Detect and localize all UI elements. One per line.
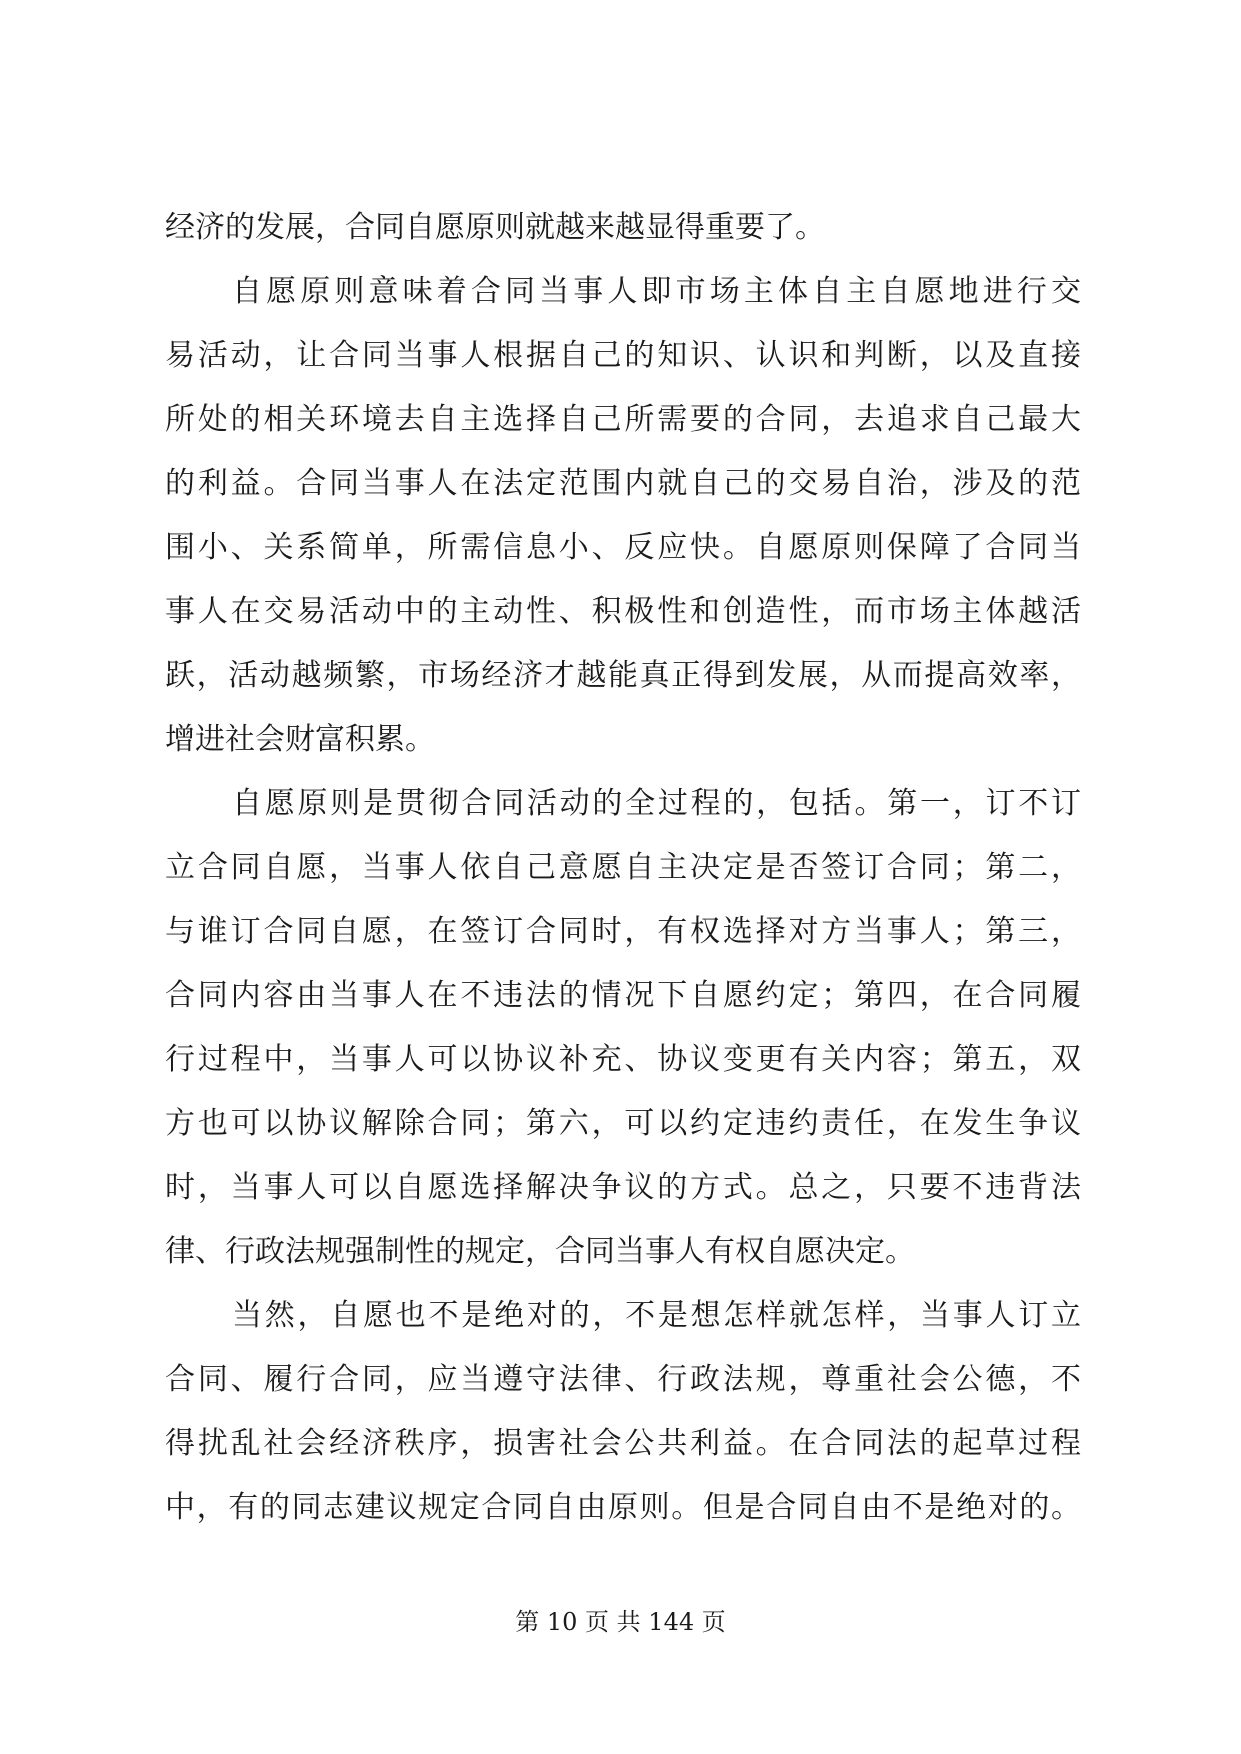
text-line: 事人在交易活动中的主动性、积极性和创造性，而市场主体越活 [165, 594, 1081, 629]
text-line: 经济的发展，合同自愿原则就越来越显得重要了。 [165, 210, 825, 245]
text-line: 增进社会财富积累。 [165, 722, 435, 757]
text-line: 得扰乱社会经济秩序，损害社会公共利益。在合同法的起草过程 [165, 1426, 1081, 1461]
text-line: 与谁订合同自愿，在签订合同时，有权选择对方当事人；第三， [165, 914, 1081, 949]
text-line: 自愿原则是贯彻合同活动的全过程的，包括。第一，订不订 [232, 786, 1081, 821]
text-line: 当然，自愿也不是绝对的，不是想怎样就怎样，当事人订立 [232, 1298, 1081, 1333]
text-line: 的利益。合同当事人在法定范围内就自己的交易自治，涉及的范 [165, 466, 1081, 501]
page-number-footer: 第 10 页 共 144 页 [515, 1608, 726, 1636]
text-line: 方也可以协议解除合同；第六，可以约定违约责任，在发生争议 [165, 1106, 1081, 1141]
body-text [165, 196, 1081, 1540]
text-line: 时，当事人可以自愿选择解决争议的方式。总之，只要不违背法 [165, 1170, 1081, 1205]
text-line: 易活动，让合同当事人根据自己的知识、认识和判断，以及直接 [165, 338, 1081, 373]
text-line: 自愿原则意味着合同当事人即市场主体自主自愿地进行交 [232, 274, 1081, 309]
text-line: 合同内容由当事人在不违法的情况下自愿约定；第四，在合同履 [165, 978, 1081, 1013]
text-line: 律、行政法规强制性的规定，合同当事人有权自愿决定。 [165, 1234, 915, 1269]
text-line: 跃，活动越频繁，市场经济才越能真正得到发展，从而提高效率， [165, 658, 1081, 693]
text-line: 立合同自愿，当事人依自己意愿自主决定是否签订合同；第二， [165, 850, 1081, 885]
text-line: 中，有的同志建议规定合同自由原则。但是合同自由不是绝对的。 [165, 1490, 1081, 1525]
text-line: 围小、关系简单，所需信息小、反应快。自愿原则保障了合同当 [165, 530, 1081, 565]
text-line: 合同、履行合同，应当遵守法律、行政法规，尊重社会公德，不 [165, 1362, 1081, 1397]
text-line: 行过程中，当事人可以协议补充、协议变更有关内容；第五，双 [165, 1042, 1081, 1077]
text-line: 所处的相关环境去自主选择自己所需要的合同，去追求自己最大 [165, 402, 1081, 437]
